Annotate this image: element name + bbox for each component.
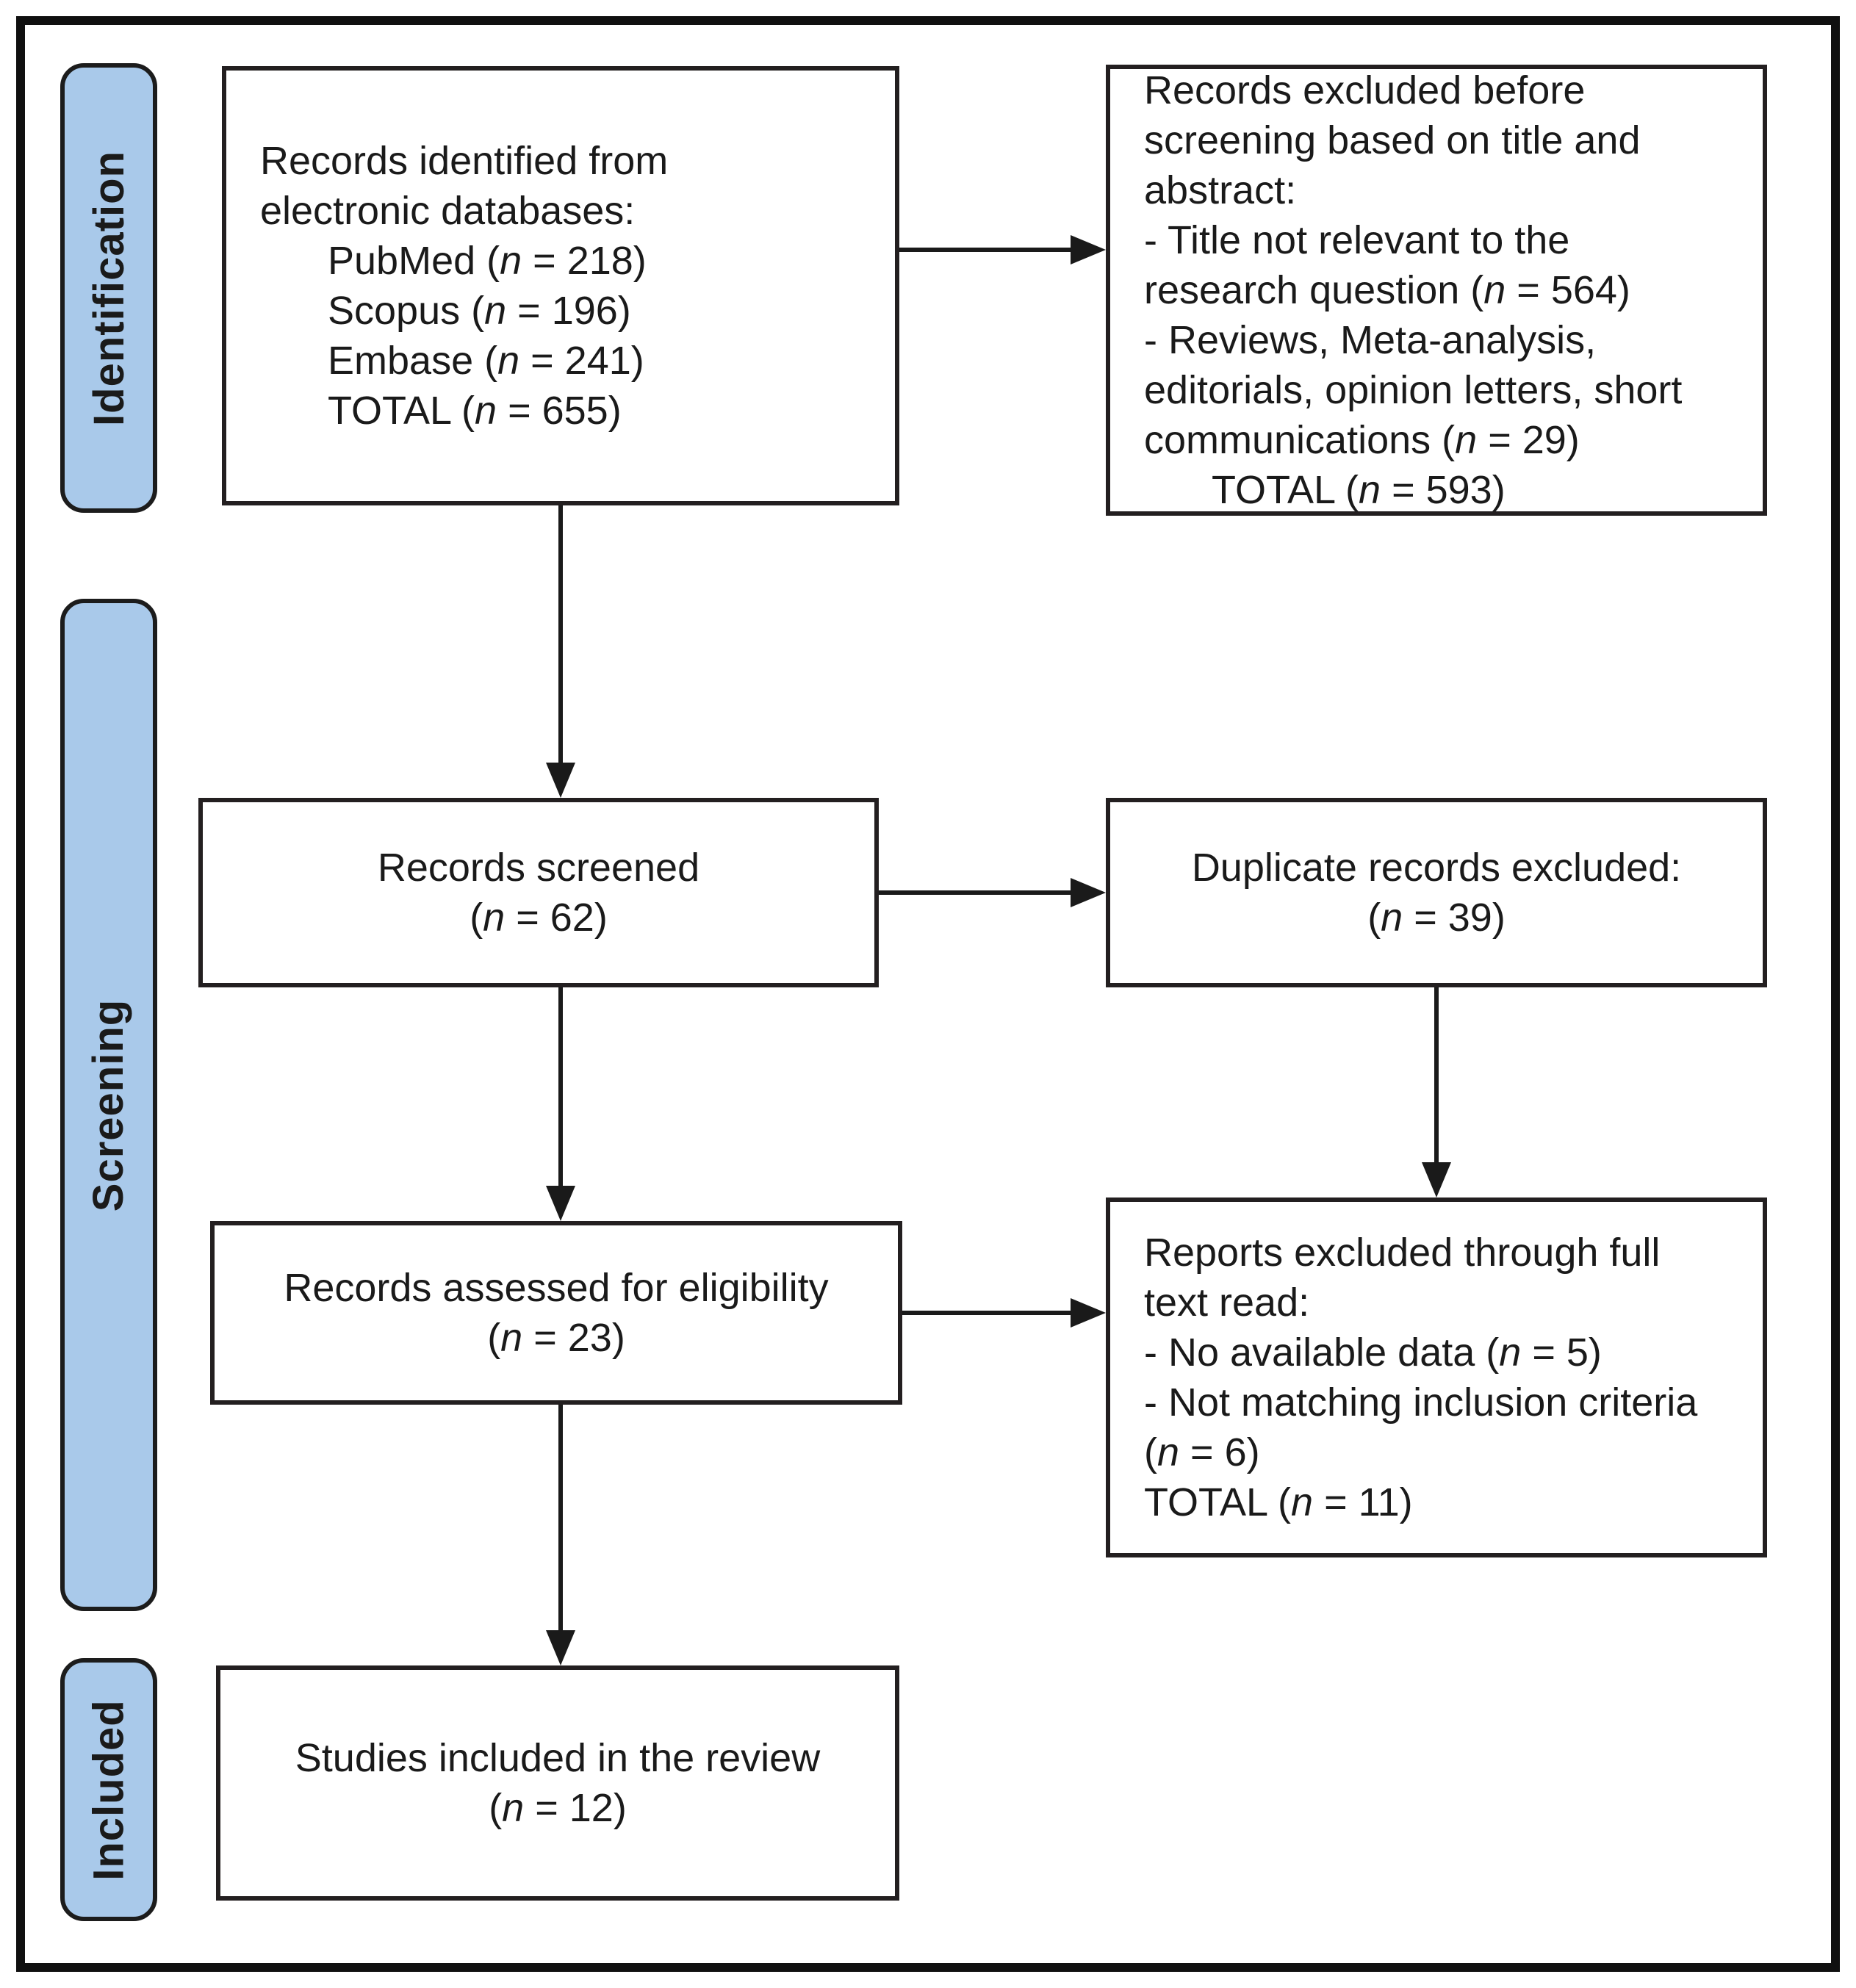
box-line: - No available data (n = 5) xyxy=(1144,1330,1602,1375)
box-line: TOTAL (n = 593) xyxy=(1212,468,1506,512)
box-line: research question (n = 564) xyxy=(1144,268,1630,312)
box-line: Records assessed for eligibility xyxy=(284,1266,829,1310)
arrow-assessed-to-included-line xyxy=(558,1405,563,1635)
stage-label-screening: Screening xyxy=(84,998,133,1211)
arrow-identified-to-excluded-line xyxy=(899,248,1073,252)
box-records-screened xyxy=(198,798,879,987)
box-line: (n = 6) xyxy=(1144,1430,1260,1474)
arrow-identified-to-excluded-head xyxy=(1071,235,1106,264)
box-line: Duplicate records excluded: xyxy=(1191,846,1682,890)
box-line: Reports excluded through full xyxy=(1144,1231,1661,1275)
box-line: (n = 12) xyxy=(489,1786,627,1830)
box-line: TOTAL (n = 11) xyxy=(1144,1480,1413,1524)
box-line: (n = 39) xyxy=(1367,896,1506,940)
box-line: - Not matching inclusion criteria xyxy=(1144,1380,1698,1425)
box-line: Scopus (n = 196) xyxy=(328,289,631,333)
stage-label-included: Included xyxy=(84,1699,133,1881)
box-line: Records excluded before xyxy=(1144,68,1586,112)
box-records-excluded-before-screening xyxy=(1106,65,1767,516)
box-line: communications (n = 29) xyxy=(1144,418,1580,462)
arrow-duplicates-to-reports-head xyxy=(1422,1162,1451,1198)
arrow-identified-to-screened-line xyxy=(558,505,563,767)
box-line: PubMed (n = 218) xyxy=(328,239,647,283)
arrow-duplicates-to-reports-line xyxy=(1434,987,1439,1167)
box-records-identified xyxy=(222,66,899,505)
box-line: (n = 62) xyxy=(470,896,608,940)
box-line: abstract: xyxy=(1144,168,1297,212)
arrow-screened-to-assessed-line xyxy=(558,987,563,1190)
arrow-screened-to-assessed-head xyxy=(546,1186,575,1221)
box-line: (n = 23) xyxy=(487,1316,625,1360)
box-records-assessed xyxy=(210,1221,902,1405)
box-line: editorials, opinion letters, short xyxy=(1144,368,1683,412)
box-line: - Reviews, Meta-analysis, xyxy=(1144,318,1597,362)
box-line: TOTAL (n = 655) xyxy=(328,389,622,433)
stage-bar-included xyxy=(60,1658,157,1921)
box-reports-excluded-full-text xyxy=(1106,1198,1767,1557)
box-line: Studies included in the review xyxy=(295,1736,821,1780)
box-line: electronic databases: xyxy=(260,189,636,233)
box-line: Records identified from xyxy=(260,139,669,183)
box-line: - Title not relevant to the xyxy=(1144,218,1570,262)
arrow-identified-to-screened-head xyxy=(546,763,575,798)
stage-bar-screening xyxy=(60,599,157,1611)
stage-label-identification: Identification xyxy=(84,150,133,426)
box-line: text read: xyxy=(1144,1281,1310,1325)
box-line: Records screened xyxy=(377,846,700,890)
arrow-assessed-to-reports-head xyxy=(1071,1298,1106,1328)
box-line: screening based on title and xyxy=(1144,118,1641,162)
box-line: Embase (n = 241) xyxy=(328,339,644,383)
arrow-assessed-to-included-head xyxy=(546,1630,575,1665)
box-studies-included xyxy=(216,1665,899,1901)
stage-bar-identification xyxy=(60,63,157,513)
arrow-assessed-to-reports-line xyxy=(902,1311,1073,1315)
arrow-screened-to-duplicates-line xyxy=(879,890,1073,895)
arrow-screened-to-duplicates-head xyxy=(1071,878,1106,907)
box-duplicate-records-excluded xyxy=(1106,798,1767,987)
